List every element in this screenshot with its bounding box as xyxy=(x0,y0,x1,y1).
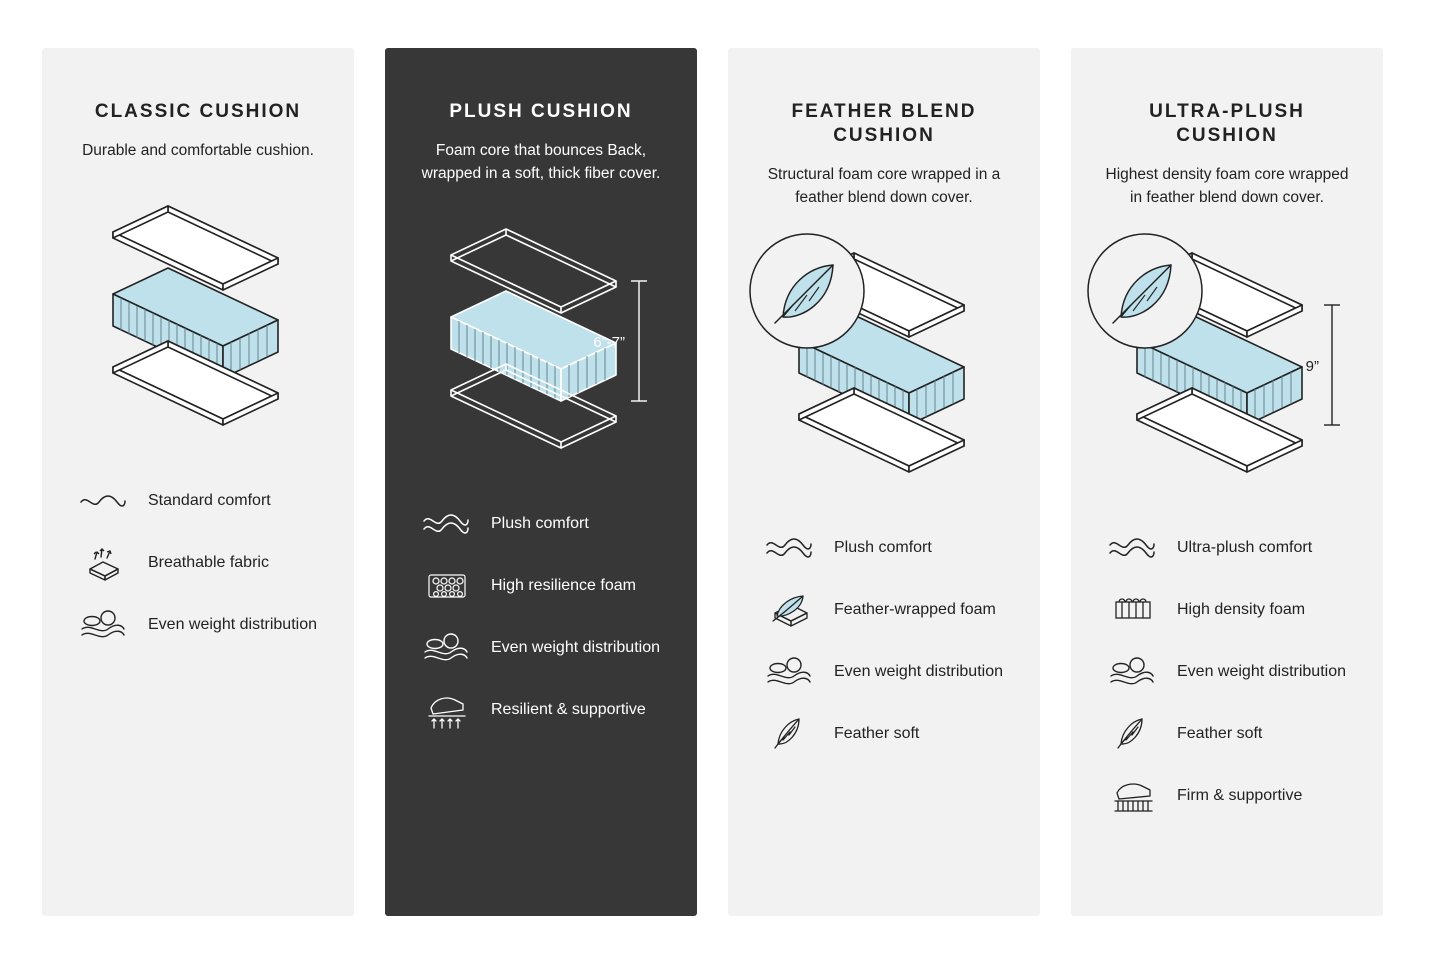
feature-item xyxy=(1105,652,1353,692)
feature-label: Firm & supportive xyxy=(1177,787,1303,805)
feature-item xyxy=(762,590,1010,630)
honeycomb-foam-icon xyxy=(419,566,473,606)
feature-label: Breathable fabric xyxy=(148,554,269,572)
feature-label: Plush comfort xyxy=(491,515,589,533)
cushion-layers-diagram xyxy=(66,181,330,471)
feature-item xyxy=(762,528,1010,568)
card-description: Foam core that bounces Back, wrapped in a soft, thick fiber cover. xyxy=(421,141,661,182)
cushion-card-classic[interactable] xyxy=(42,48,354,916)
feature-item xyxy=(419,566,667,606)
card-title: PLUSH CUSHION xyxy=(449,101,633,122)
cushion-layers-diagram xyxy=(752,228,1016,518)
feature-list xyxy=(409,504,673,752)
feature-item xyxy=(76,481,324,521)
card-description: Structural foam core wrapped in a feather blend down cover. xyxy=(767,165,1001,206)
dimension-bracket xyxy=(1324,305,1340,425)
feature-label: Feather soft xyxy=(1177,725,1263,743)
wave-icon xyxy=(762,528,816,568)
feature-label: Even weight distribution xyxy=(148,616,317,634)
high-density-foam-icon xyxy=(1105,590,1159,630)
feature-item xyxy=(419,690,667,730)
feature-label: High resilience foam xyxy=(491,577,636,595)
cushion-layers-diagram xyxy=(1095,228,1359,518)
top-cover-layer xyxy=(113,206,278,290)
wave-icon xyxy=(76,481,130,521)
feature-label: Feather-wrapped foam xyxy=(834,601,996,619)
feature-label: Standard comfort xyxy=(148,492,271,510)
feature-label: Plush comfort xyxy=(834,539,932,557)
cushion-card-ultra-plush[interactable] xyxy=(1071,48,1383,916)
feather-badge-icon xyxy=(1088,234,1202,348)
top-cover-layer xyxy=(451,229,616,313)
cushion-card-plush[interactable] xyxy=(385,48,697,916)
feature-list xyxy=(66,481,330,667)
feature-item xyxy=(1105,528,1353,568)
resilient-support-icon xyxy=(419,690,473,730)
feature-item xyxy=(1105,590,1353,630)
feature-label: Ultra-plush comfort xyxy=(1177,539,1313,557)
feature-item xyxy=(762,714,1010,754)
feature-item xyxy=(419,628,667,668)
weight-distribution-icon xyxy=(1105,652,1159,692)
dimension-label: 6”-7” xyxy=(593,333,625,351)
card-title: FEATHER BLEND CUSHION xyxy=(791,101,977,146)
weight-distribution-icon xyxy=(76,605,130,645)
card-title: ULTRA-PLUSH CUSHION xyxy=(1149,101,1305,146)
feature-item xyxy=(419,504,667,544)
dimension-bracket xyxy=(631,281,647,401)
feather-wrapped-foam-icon xyxy=(762,590,816,630)
feature-label: Feather soft xyxy=(834,725,920,743)
feather-icon xyxy=(1105,714,1159,754)
feature-item xyxy=(76,605,324,645)
feature-label: Even weight distribution xyxy=(834,663,1003,681)
feature-label: High density foam xyxy=(1177,601,1306,619)
wave-icon xyxy=(419,504,473,544)
feature-list xyxy=(1095,528,1359,838)
feature-item xyxy=(76,543,324,583)
firm-support-icon xyxy=(1105,776,1159,816)
dimension-label: 9” xyxy=(1305,357,1319,375)
feather-badge-icon xyxy=(750,234,864,348)
feature-item xyxy=(1105,776,1353,816)
feature-label: Resilient & supportive xyxy=(491,701,646,719)
weight-distribution-icon xyxy=(419,628,473,668)
feature-item xyxy=(762,652,1010,692)
cushion-card-feather-blend[interactable] xyxy=(728,48,1040,916)
feature-item xyxy=(1105,714,1353,754)
feature-list xyxy=(752,528,1016,776)
feature-label: Even weight distribution xyxy=(1177,663,1346,681)
card-description: Highest density foam core wrapped in feather blend down cover. xyxy=(1105,165,1349,206)
weight-distribution-icon xyxy=(762,652,816,692)
breathable-fabric-icon xyxy=(76,543,130,583)
feather-icon xyxy=(762,714,816,754)
cushion-layers-diagram xyxy=(409,204,673,494)
card-description: Durable and comfortable cushion. xyxy=(82,141,314,159)
wave-icon xyxy=(1105,528,1159,568)
feature-label: Even weight distribution xyxy=(491,639,660,657)
card-title: CLASSIC CUSHION xyxy=(94,101,302,122)
